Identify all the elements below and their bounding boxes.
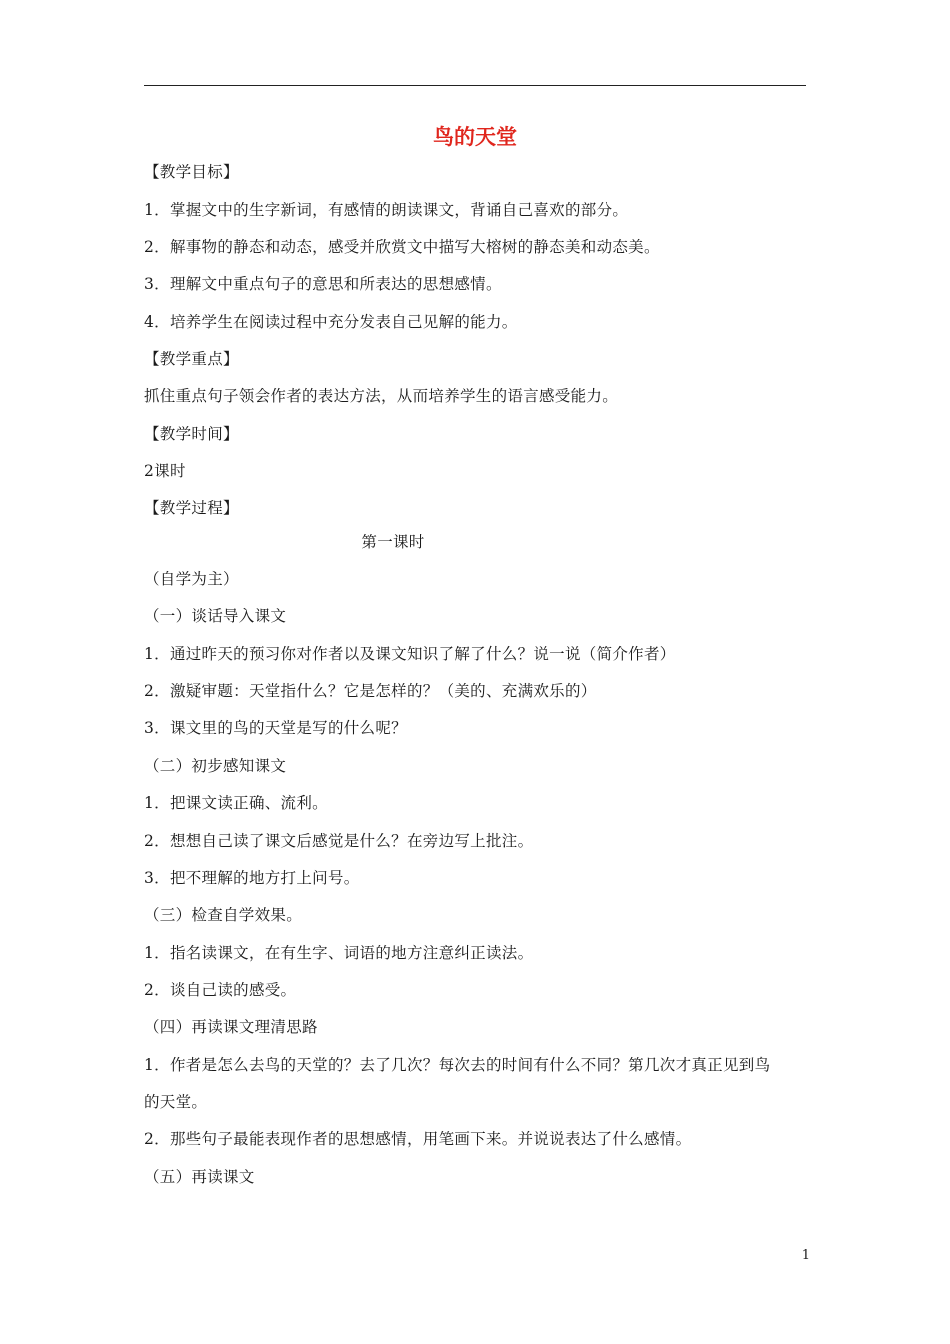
objective-item: 2．解事物的静态和动态，感受并欣赏文中描写大榕树的静态美和动态美。 <box>144 238 660 256</box>
step-item: 1．把课文读正确、流利。 <box>144 794 328 812</box>
step-item: 3．把不理解的地方打上问号。 <box>144 869 360 887</box>
time-text: 2课时 <box>144 462 186 480</box>
objective-item: 4．培养学生在阅读过程中充分发表自己见解的能力。 <box>144 313 518 331</box>
step-heading: （四）再读课文理清思路 <box>144 1018 318 1036</box>
focus-text: 抓住重点句子领会作者的表达方法，从而培养学生的语言感受能力。 <box>144 387 619 405</box>
header-rule <box>144 85 806 86</box>
step-item: 3．课文里的鸟的天堂是写的什么呢？ <box>144 719 407 737</box>
step-item: 2．谈自己读的感受。 <box>144 981 297 999</box>
lesson-heading: 第一课时 <box>361 533 425 551</box>
step-heading: （五）再读课文 <box>144 1168 255 1186</box>
step-item: 1．作者是怎么去鸟的天堂的？去了几次？每次去的时间有什么不同？第几次才真正见到鸟 <box>144 1056 771 1074</box>
step-heading: （一）谈话导入课文 <box>144 607 287 625</box>
step-item: 1．指名读课文，在有生字、词语的地方注意纠正读法。 <box>144 944 534 962</box>
page-number: 1 <box>801 1248 810 1263</box>
section-heading-time: 【教学时间】 <box>144 425 239 443</box>
step-item-continued: 的天堂。 <box>144 1093 208 1111</box>
objective-item: 3．理解文中重点句子的意思和所表达的思想感情。 <box>144 275 502 293</box>
section-heading-objectives: 【教学目标】 <box>144 163 239 181</box>
step-item: 2．那些句子最能表现作者的思想感情，用笔画下来。并说说表达了什么感情。 <box>144 1130 692 1148</box>
section-heading-process: 【教学过程】 <box>144 499 239 517</box>
step-item: 1．通过昨天的预习你对作者以及课文知识了解了什么？说一说（简介作者） <box>144 645 676 663</box>
step-heading: （三）检查自学效果。 <box>144 906 303 924</box>
lesson-note: （自学为主） <box>144 570 239 588</box>
step-item: 2．激疑审题：天堂指什么？它是怎样的？（美的、充满欢乐的） <box>144 682 597 700</box>
step-heading: （二）初步感知课文 <box>144 757 287 775</box>
objective-item: 1．掌握文中的生字新词，有感情的朗读课文，背诵自己喜欢的部分。 <box>144 201 629 219</box>
section-heading-focus: 【教学重点】 <box>144 350 239 368</box>
document-title: 鸟的天堂 <box>433 125 517 149</box>
step-item: 2．想想自己读了课文后感觉是什么？在旁边写上批注。 <box>144 832 534 850</box>
